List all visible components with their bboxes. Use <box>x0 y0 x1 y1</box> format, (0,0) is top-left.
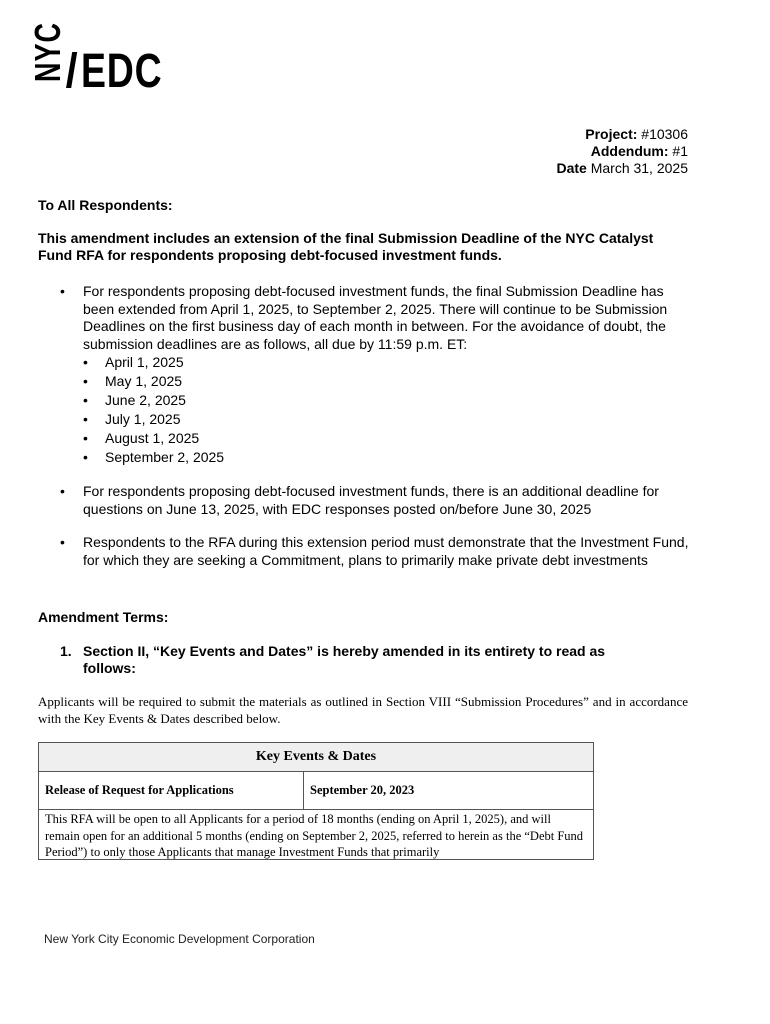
section-text: Section II, “Key Events and Dates” is hereby amended in its entirety to read as follows: <box>83 643 606 676</box>
nyc-edc-logo <box>27 21 186 98</box>
deadline-item: • September 2, 2025 <box>83 449 225 465</box>
logo-slash: / <box>65 44 78 98</box>
bullet-text: For respondents proposing debt-focused investment funds, there is an additional deadline for questions on June 13, 2025, with EDC responses posted on/before June 30, 2025 <box>83 483 659 517</box>
deadline-item: • August 1, 2025 <box>83 430 200 446</box>
deadline-item: • May 1, 2025 <box>83 373 183 389</box>
logo-edc: EDC <box>81 44 163 98</box>
bullet-glyph: • <box>60 534 65 550</box>
bullet-list <box>38 283 698 585</box>
table-title: Key Events & Dates <box>39 743 593 772</box>
bullet-item <box>38 283 698 467</box>
bullet-text: Respondents to the RFA during this extension period must demonstrate that the Investment Fund, for which they are seeking a Commitment, plans to primarily make private debt investments <box>83 534 689 568</box>
deadline-item: • April 1, 2025 <box>83 354 184 370</box>
applicants-paragraph: Applicants will be required to submit the materials as outlined in Section VIII “Submission Procedures” and in accordance with the Key Events & Dates described below. <box>38 694 688 726</box>
section-number: 1. <box>60 643 72 659</box>
bullet-item <box>38 483 698 518</box>
amendment-terms-heading: Amendment Terms: <box>38 609 169 625</box>
addendum-line: Addendum: #1 <box>590 143 688 159</box>
date-line: Date March 31, 2025 <box>556 160 688 176</box>
table-cell-value: September 20, 2023 <box>310 783 415 797</box>
bullet-item <box>38 534 698 569</box>
deadline-item: • July 1, 2025 <box>83 411 181 427</box>
key-events-table <box>38 742 594 860</box>
bullet-glyph: • <box>60 283 65 299</box>
table-row <box>39 772 593 810</box>
deadline-list <box>83 353 698 467</box>
section-amendment-item <box>60 643 660 677</box>
page-footer: New York City Economic Development Corporation <box>44 932 315 946</box>
logo-nyc: NYC <box>27 21 69 82</box>
document-header <box>556 126 688 177</box>
table-description: This RFA will be open to all Applicants for a period of 18 months (ending on April 1, 2025), and will remain open for an additional 5 months (ending on September 2, 2025, referred to herein as the “Debt Fund Period”) to only those Applicants that manage Investment Funds that primarily <box>45 812 584 859</box>
project-line: Project: #10306 <box>585 126 688 142</box>
intro-paragraph: This amendment includes an extension of the final Submission Deadline of the NYC Catalyst Fund RFA for respondents proposing debt-focused investment funds. <box>38 230 654 263</box>
deadline-item: • June 2, 2025 <box>83 392 186 408</box>
bullet-text: For respondents proposing debt-focused investment funds, the final Submission Deadline has been extended from April 1, 2025, to September 2, 2025. There will continue to be Submission Deadlines on the first business day of each month in between. For the avoidance of doubt, the submission deadlines are as follows, all due by 11:59 p.m. ET: <box>83 283 668 352</box>
bullet-glyph: • <box>60 483 65 499</box>
table-cell-label: Release of Request for Applications <box>39 772 304 809</box>
salutation: To All Respondents: <box>38 197 173 213</box>
